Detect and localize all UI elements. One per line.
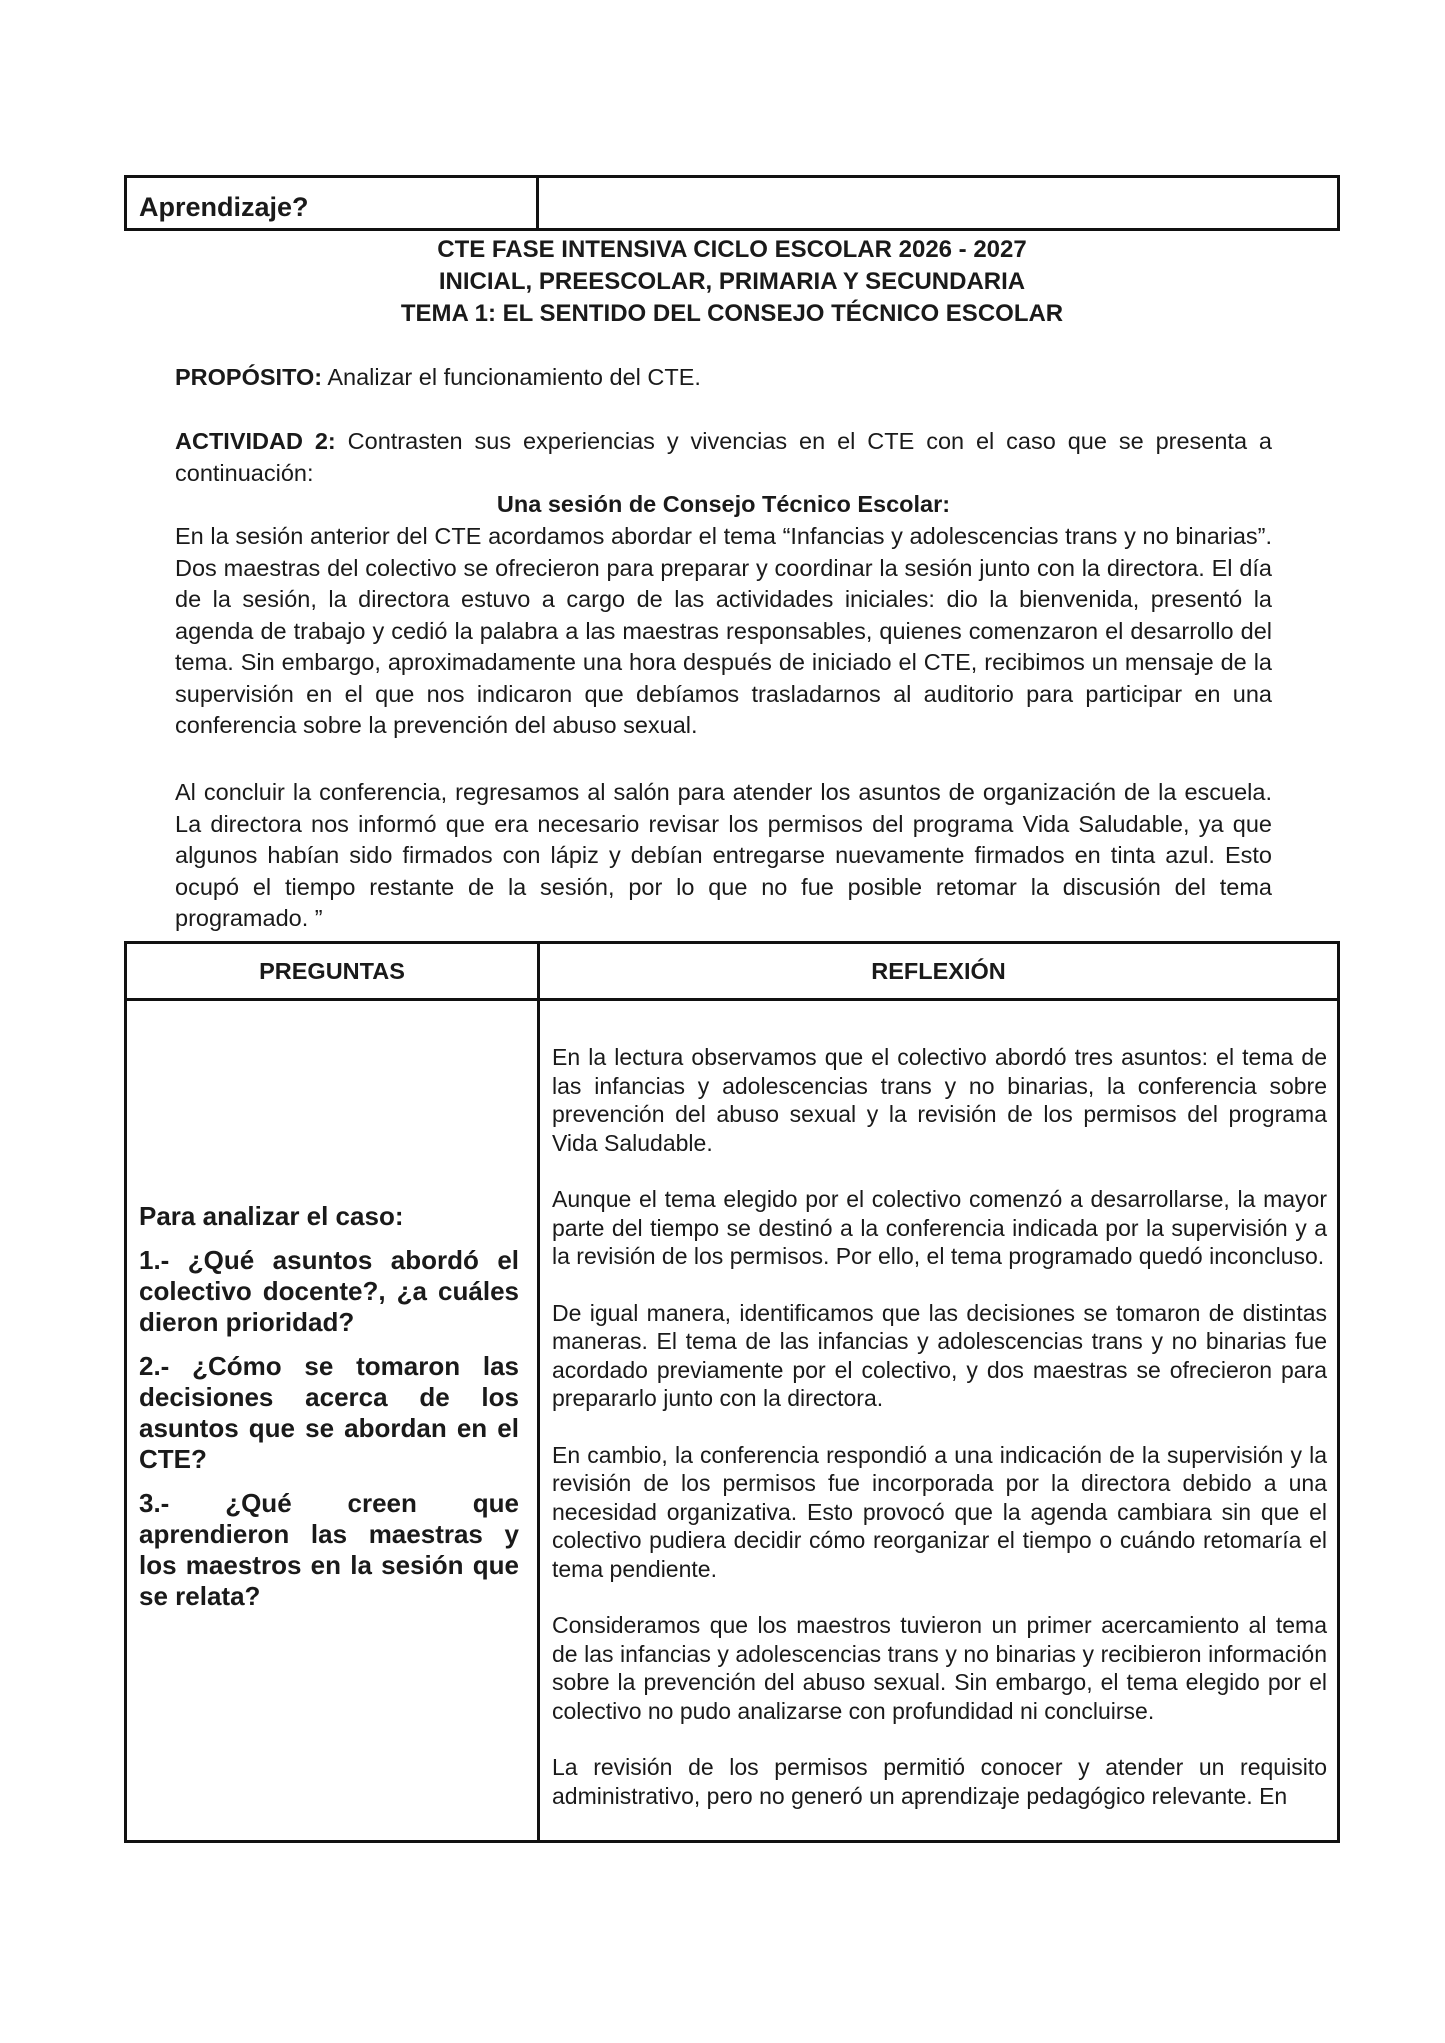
question-1: 1.- ¿Qué asuntos abordó el colectivo docente?, ¿a cuáles dieron prioridad? [139,1245,519,1337]
reflection-cell [540,1001,1337,1840]
activity-paragraph [175,426,1272,489]
reflection-paragraph-2: Aunque el tema elegido por el colectivo comenzó a desarrollarse, la mayor parte del tiempo se destinó a la conferencia indicada por la supervisión y a la revisión de los permisos. Por ello, el tema programado quedó inconcluso. [552,1186,1327,1269]
reflection-paragraph-4: En cambio, la conferencia respondió a una indicación de la supervisión y la revisión de los permisos fue incorporada por la directora debido a una necesidad organizativa. Esto provocó que la agenda cambiara sin que el colectivo pudiera decidir cómo reorganizar el tiempo o cuándo retomaría el tema pendiente. [552,1441,1327,1582]
questions-list [139,1201,519,1625]
reflection-paragraph-3: De igual manera, identificamos que las decisiones se tomaron de distintas maneras. El tema de las infancias y adolescencias trans y no binarias fue acordado previamente por el colectivo, y dos maestras se ofrecieron para prepararlo junto con la directora. [552,1299,1327,1411]
reflection-paragraph-6: La revisión de los permisos permitió conocer y atender un requisito administrativo, pero no generó un aprendizaje pedagógico relevante. En [552,1754,1327,1809]
reflection-paragraph-1: En la lectura observamos que el colectivo abordó tres asuntos: el tema de las infancias y adolescencias trans y no binarias, la conferencia sobre prevención del abuso sexual y la revisión de los permisos del programa Vida Saludable. [552,1044,1327,1156]
purpose-paragraph [175,362,1272,394]
header-reflection: REFLEXIÓN [871,957,1006,984]
case-title: Una sesión de Consejo Técnico Escolar: [496,491,951,517]
case-paragraph-1: En la sesión anterior del CTE acordamos abordar el tema “Infancias y adolescencias trans y no binarias”. Dos maestras del colectivo se ofrecieron para preparar y coordinar la sesión junto con la directora. El día de la sesión, la directora estuvo a cargo de las actividades iniciales: dio la bienvenida, presentó la agenda de trabajo y cedió la palabra a las maestras responsables, quienes comenzaron el desarrollo del tema. Sin embargo, aproximadamente una hora después de iniciado el CTE, recibimos un mensaje de la supervisión en el que nos indicaron que debíamos trasladarnos al auditorio para participar en una conferencia sobre la prevención del abuso sexual. [175,523,1272,738]
reflection-text [552,1043,1327,1838]
heading-line-1: CTE FASE INTENSIVA CICLO ESCOLAR 2026 - 2027 [437,236,1027,263]
document-headings [124,234,1340,330]
table-header-row [127,944,1337,1001]
questions-intro: Para analizar el caso: [139,1201,404,1231]
case-paragraph-2: Al concluir la conferencia, regresamos al salón para atender los asuntos de organización de la escuela. La directora nos informó que era necesario revisar los permisos del programa Vida Saludable, ya que algunos habían sido firmados con lápiz y debían entregarse nuevamente firmados en tinta azul. Esto ocupó el tiempo restante de la sesión, por lo que no fue posible retomar la discusión del tema programado. ” [175,779,1272,931]
question-3: 3.- ¿Qué creen que aprendieron las maestras y los maestros en la sesión que se relata? [139,1488,519,1611]
reflection-paragraph-5: Consideramos que los maestros tuvieron un primer acercamiento al tema de las infancias y adolescencias trans y no binarias y recibieron información sobre la prevención del abuso sexual. Sin embargo, el tema elegido por el colectivo no pudo analizarse con profundidad ni concluirse. [552,1612,1327,1724]
heading-line-2: INICIAL, PREESCOLAR, PRIMARIA Y SECUNDARIA [438,268,1026,295]
questions-reflection-table [124,941,1340,1843]
activity-text: Contrasten sus experiencias y vivencias en el CTE con el caso que se presenta a continuación: [175,428,1272,486]
question-2: 2.- ¿Cómo se tomaron las decisiones acerca de los asuntos que se abordan en el CTE? [139,1351,519,1474]
questions-cell [127,1001,540,1840]
activity-label: ACTIVIDAD 2: [175,428,336,454]
table-body-row [127,1001,1337,1840]
header-questions: PREGUNTAS [127,944,540,998]
top-table [124,175,1340,231]
top-table-left-cell: Aprendizaje? [127,178,539,228]
top-table-right-cell [539,178,1337,228]
heading-line-3: TEMA 1: EL SENTIDO DEL CONSEJO TÉCNICO ESCOLAR [400,300,1064,327]
purpose-label: PROPÓSITO: [175,364,323,390]
purpose-text: Analizar el funcionamiento del CTE. [322,364,701,390]
